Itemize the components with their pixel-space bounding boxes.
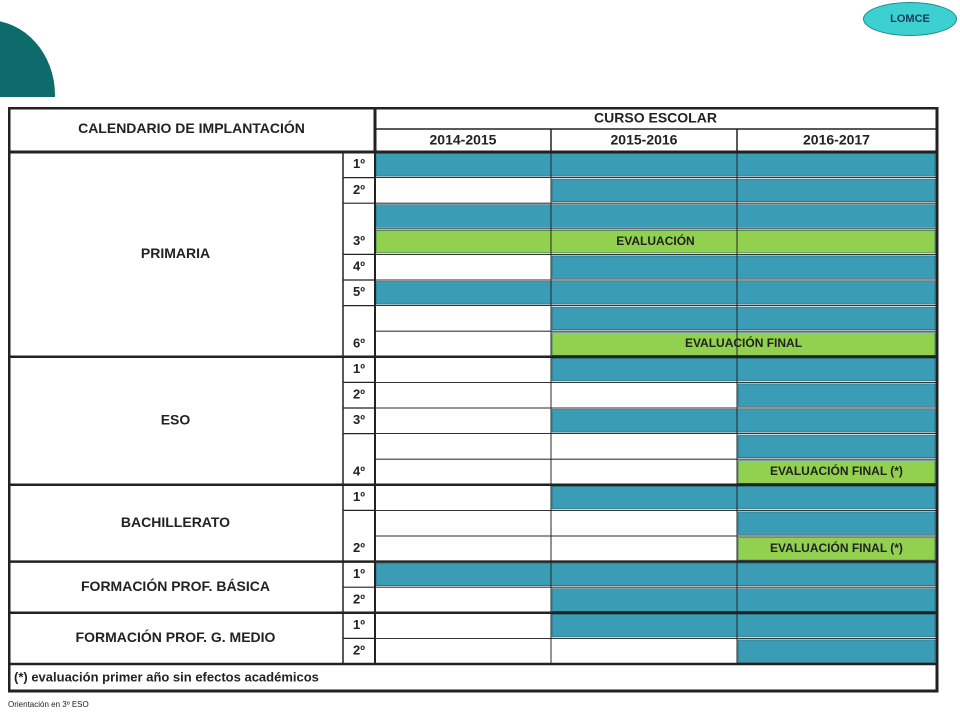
eso-row-3-bar-text-1: EVALUACIÓN FINAL (*) [770,464,903,479]
eso-row-1-bar-0 [738,384,935,407]
bachillerato-row-0-bar-0 [552,486,935,509]
eso-row-0-bar-0 [552,358,935,381]
footer-note: Orientación en 3º ESO [8,700,89,709]
table-footnote: (*) evaluación primer año sin efectos académicos [14,669,319,685]
primaria-row-0-bar-0 [376,154,935,177]
curso-escolar-header: CURSO ESCOLAR [594,109,717,126]
lomce-badge-label: LOMCE [890,13,930,25]
primaria-row-5-bar-text-1: EVALUACIÓN FINAL [684,336,803,351]
primaria-row-2-bar-0 [376,205,935,228]
fp-medio-row-label-1: 2º [353,642,365,658]
year-header-2: 2016-2017 [803,131,870,148]
year-header-1: 2015-2016 [610,131,678,148]
primaria-row-label-1: 2º [353,181,365,197]
primaria-row-5-bar-0 [552,307,935,330]
bachillerato-row-label-1: 2º [353,540,365,556]
primaria-row-1-bar-0 [552,179,935,202]
primaria-row-label-3: 4º [353,258,365,274]
fp-basica-group-label: FORMACIÓN PROF. BÁSICA [81,577,270,594]
bachillerato-row-1-bar-text-1: EVALUACIÓN FINAL (*) [770,540,903,555]
eso-row-label-2: 3º [353,412,365,428]
eso-row-3-bar-0 [738,435,935,458]
fp-medio-row-0-bar-0 [552,614,935,637]
lomce-badge[interactable] [863,2,957,36]
fp-basica-row-label-0: 1º [353,565,365,581]
primaria-row-3-bar-0 [552,256,935,279]
calendar-grid [8,107,940,693]
fp-medio-row-1-bar-0 [738,640,935,663]
eso-row-label-0: 1º [353,361,365,377]
primaria-row-4-bar-0 [376,282,935,305]
fp-medio-group-label: FORMACIÓN PROF. G. MEDIO [75,629,276,646]
bachillerato-group-label: BACHILLERATO [120,513,231,530]
primaria-row-label-2: 3º [353,233,365,249]
primaria-row-2-bar-text-1: EVALUACIÓN [616,233,695,248]
implementation-calendar-table [8,107,940,693]
table-title: CALENDARIO DE IMPLANTACIÓN [78,120,305,137]
eso-group-label: ESO [160,411,191,428]
eso-row-label-1: 2º [353,386,365,402]
primaria-row-label-0: 1º [353,156,365,172]
fp-medio-row-label-0: 1º [353,617,365,633]
bachillerato-row-label-0: 1º [353,489,365,505]
bachillerato-row-1-bar-0 [738,512,935,535]
fp-basica-row-0-bar-0 [376,563,935,586]
primaria-group-label: PRIMARIA [140,245,211,262]
eso-row-label-3: 4º [353,463,365,479]
fp-basica-row-label-1: 2º [353,591,365,607]
primaria-row-label-4: 5º [353,284,365,300]
eso-row-2-bar-0 [552,410,935,433]
year-header-0: 2014-2015 [429,131,497,148]
fp-basica-row-1-bar-0 [552,589,935,612]
primaria-row-label-5: 6º [353,335,365,351]
